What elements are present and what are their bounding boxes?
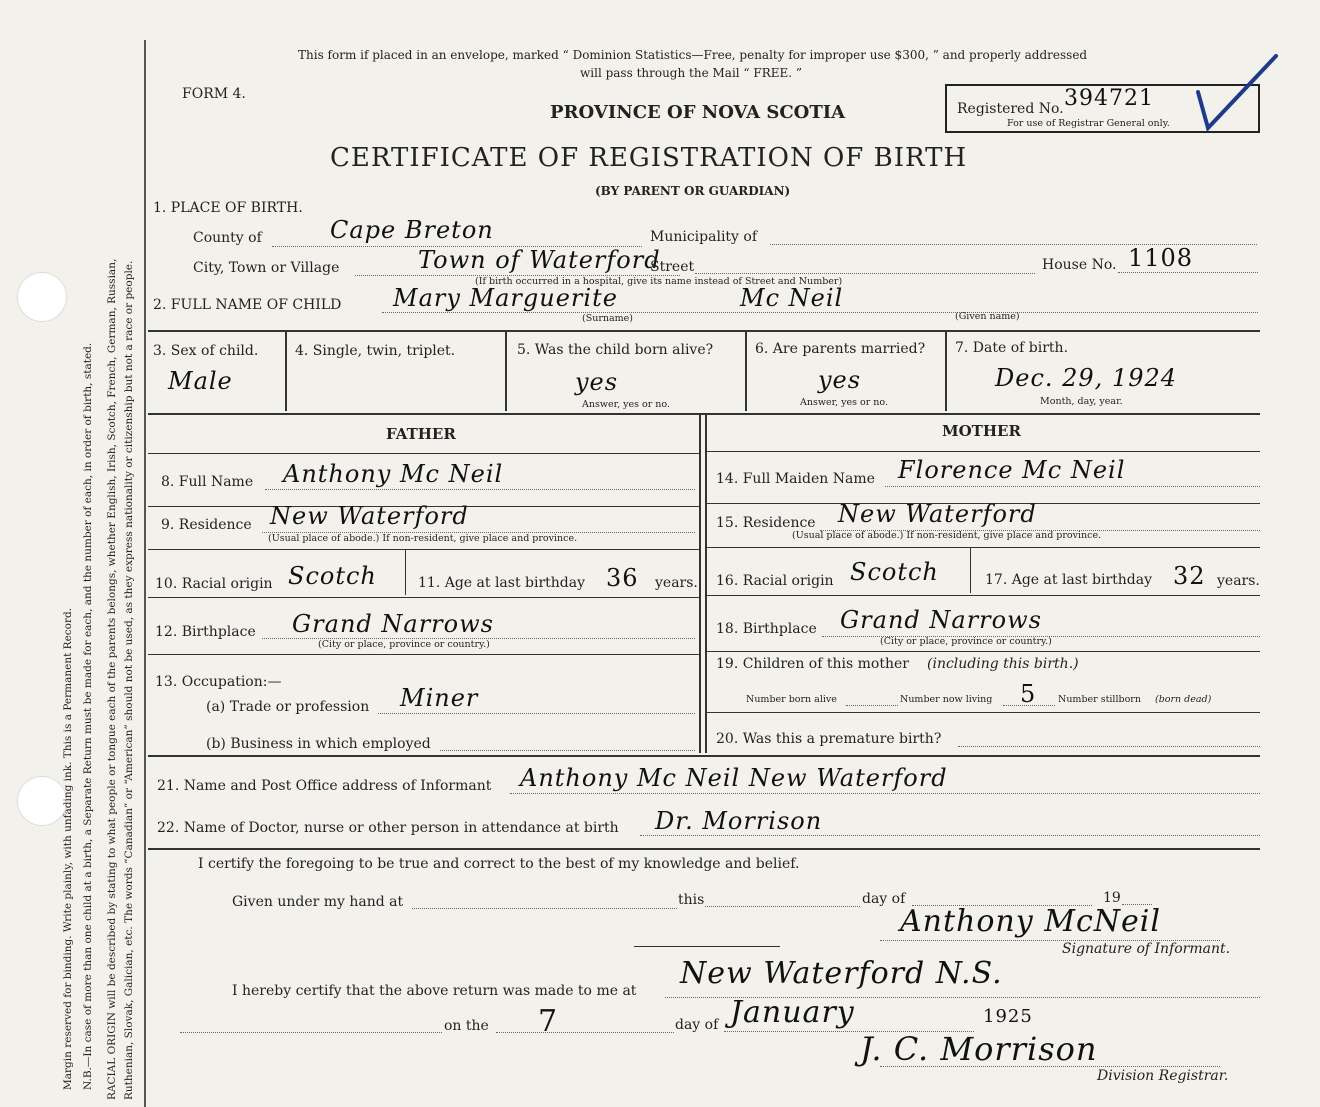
surname-note: (Surname) [582,313,633,324]
certificate-title: CERTIFICATE OF REGISTRATION OF BIRTH [330,143,968,173]
child-surname-value: Mc Neil [740,284,844,312]
mother-residence-label: 15. Residence [716,515,816,531]
doctor-value: Dr. Morrison [655,807,823,835]
father-heading: FATHER [386,425,456,443]
father-racial-value: Scotch [288,562,377,590]
father-abode-note: (Usual place of abode.) If non-resident, give place and province. [268,533,578,544]
street-label: Street [650,259,695,275]
premature-label: 20. Was this a premature birth? [716,731,942,747]
mother-name-value: Florence Mc Neil [898,456,1126,484]
father-age-years: years. [655,575,698,591]
municipality-label: Municipality of [650,229,758,245]
father-age-value: 36 [606,564,639,592]
mother-birthplace-label: 18. Birthplace [716,621,817,637]
given-this: this [678,892,705,908]
margin-multiple-birth-note: N.B.—In case of more than one child at a birth, a Separate Return must be made for each, and the number of each, in order of birth, stated. [82,342,94,1090]
informant-label: 21. Name and Post Office address of Informant [157,778,492,794]
mother-age-value: 32 [1173,562,1206,590]
birth-date-label: 7. Date of birth. [955,340,1069,356]
return-label: I hereby certify that the above return was made to me at [232,983,637,999]
father-name-label: 8. Full Name [161,474,254,490]
stillborn-note: (born dead) [1155,694,1212,705]
children-note: (including this birth.) [927,656,1079,672]
given-name-note: (Given name) [955,311,1020,322]
father-racial-label: 10. Racial origin [155,576,273,592]
return-place: New Waterford N.S. [680,956,1003,991]
certificate-subtitle: (BY PARENT OR GUARDIAN) [595,184,791,198]
informant-signature: Anthony McNeil [900,904,1161,939]
children-label: 19. Children of this mother [716,656,909,672]
binding-margin-line [144,40,146,1107]
registrar-caption: Division Registrar. [1097,1068,1229,1084]
birth-date-note: Month, day, year. [1040,396,1123,407]
mother-age-years: years. [1217,573,1260,589]
father-birthplace-label: 12. Birthplace [155,624,256,640]
day-of-label: day of [675,1017,719,1033]
county-label: County of [193,230,262,246]
county-value: Cape Breton [330,216,494,244]
on-the-label: on the [444,1018,489,1034]
given-day-of: day of [862,891,906,907]
mother-name-label: 14. Full Maiden Name [716,471,875,487]
mother-birthplace-value: Grand Narrows [840,606,1042,634]
punch-hole-bottom [17,776,67,826]
city-value: Town of Waterford [418,246,661,274]
house-number-value: 1108 [1128,244,1194,272]
province-title: PROVINCE OF NOVA SCOTIA [550,102,846,123]
house-number-label: House No. [1042,257,1117,273]
certify-statement: I certify the foregoing to be true and correct to the best of my knowledge and belief. [198,856,800,872]
margin-racial-origin-note-2: Ruthenian, Slovak, Galician, etc. The words “Canadian” or “American” should not be used, as they express nationality or citizenship but not a race or people. [123,260,135,1100]
year-value: 1925 [983,1006,1033,1027]
sex-label: 3. Sex of child. [153,343,259,359]
child-name-label: 2. FULL NAME OF CHILD [153,297,342,313]
check-mark-icon [1196,52,1282,134]
mother-city-note: (City or place, province or country.) [880,636,1052,647]
place-section-title: 1. PLACE OF BIRTH. [153,200,303,216]
month-value: January [730,995,855,1030]
twin-label: 4. Single, twin, triplet. [295,343,456,359]
day-value: 7 [538,1004,559,1039]
signature-caption: Signature of Informant. [1062,941,1231,957]
hospital-note: (If birth occurred in a hospital, give its name instead of Street and Number) [475,276,843,287]
mother-racial-label: 16. Racial origin [716,573,834,589]
informant-value: Anthony Mc Neil New Waterford [520,764,948,792]
child-given-name-value: Mary Marguerite [393,284,618,312]
registrar-signature: J. C. Morrison [860,1030,1098,1068]
doctor-label: 22. Name of Doctor, nurse or other person in attendance at birth [157,820,619,836]
father-age-label: 11. Age at last birthday [418,575,586,591]
father-residence-label: 9. Residence [161,517,252,533]
punch-hole-top [17,272,67,322]
registrar-note: For use of Registrar General only. [1007,118,1170,129]
given-under-label: Given under my hand at [232,894,404,910]
margin-binding-note: Margin reserved for binding. Write plainly, with unfading ink. This is a Permanent Record. [62,607,74,1090]
form-number: FORM 4. [182,86,246,102]
given-year-prefix: 19 [1103,890,1121,906]
business-label: (b) Business in which employed [206,736,431,752]
mother-abode-note: (Usual place of abode.) If non-resident, give place and province. [792,530,1102,541]
occupation-label: 13. Occupation:— [155,674,282,690]
alive-value: yes [575,368,619,396]
sex-value: Male [168,367,233,395]
father-name-value: Anthony Mc Neil [283,460,504,488]
registered-label: Registered No. [957,101,1064,117]
mother-heading: MOTHER [942,422,1021,440]
father-birthplace-value: Grand Narrows [292,610,494,638]
mother-racial-value: Scotch [850,558,939,586]
alive-answer-note: Answer, yes or no. [582,399,671,410]
mail-note-line-1: This form if placed in an envelope, marked “ Dominion Statistics—Free, penalty for improper use $300, ” and properly addressed [298,48,1088,62]
stillborn-label: Number stillborn [1058,694,1141,705]
married-label: 6. Are parents married? [755,341,926,357]
mail-note-line-2: will pass through the Mail “ FREE. ” [580,66,803,80]
mother-age-label: 17. Age at last birthday [985,572,1153,588]
trade-label: (a) Trade or profession [206,699,370,715]
trade-value: Miner [400,684,479,712]
father-residence-value: New Waterford [270,502,469,530]
city-label: City, Town or Village [193,260,340,276]
margin-racial-origin-note: RACIAL ORIGIN will be described by stating to what people or tongue each of the parents belongs, whether English, Irish, Scotch, French, German, Russian, [106,258,118,1100]
living-value: 5 [1020,680,1037,708]
born-alive-label: Number born alive [746,694,837,705]
married-answer-note: Answer, yes or no. [800,397,889,408]
married-value: yes [818,366,862,394]
mother-residence-value: New Waterford [838,500,1037,528]
registered-number: 394721 [1064,86,1154,111]
living-label: Number now living [900,694,993,705]
alive-label: 5. Was the child born alive? [517,342,714,358]
birth-date-value: Dec. 29, 1924 [995,364,1178,392]
father-city-note: (City or place, province or country.) [318,639,490,650]
